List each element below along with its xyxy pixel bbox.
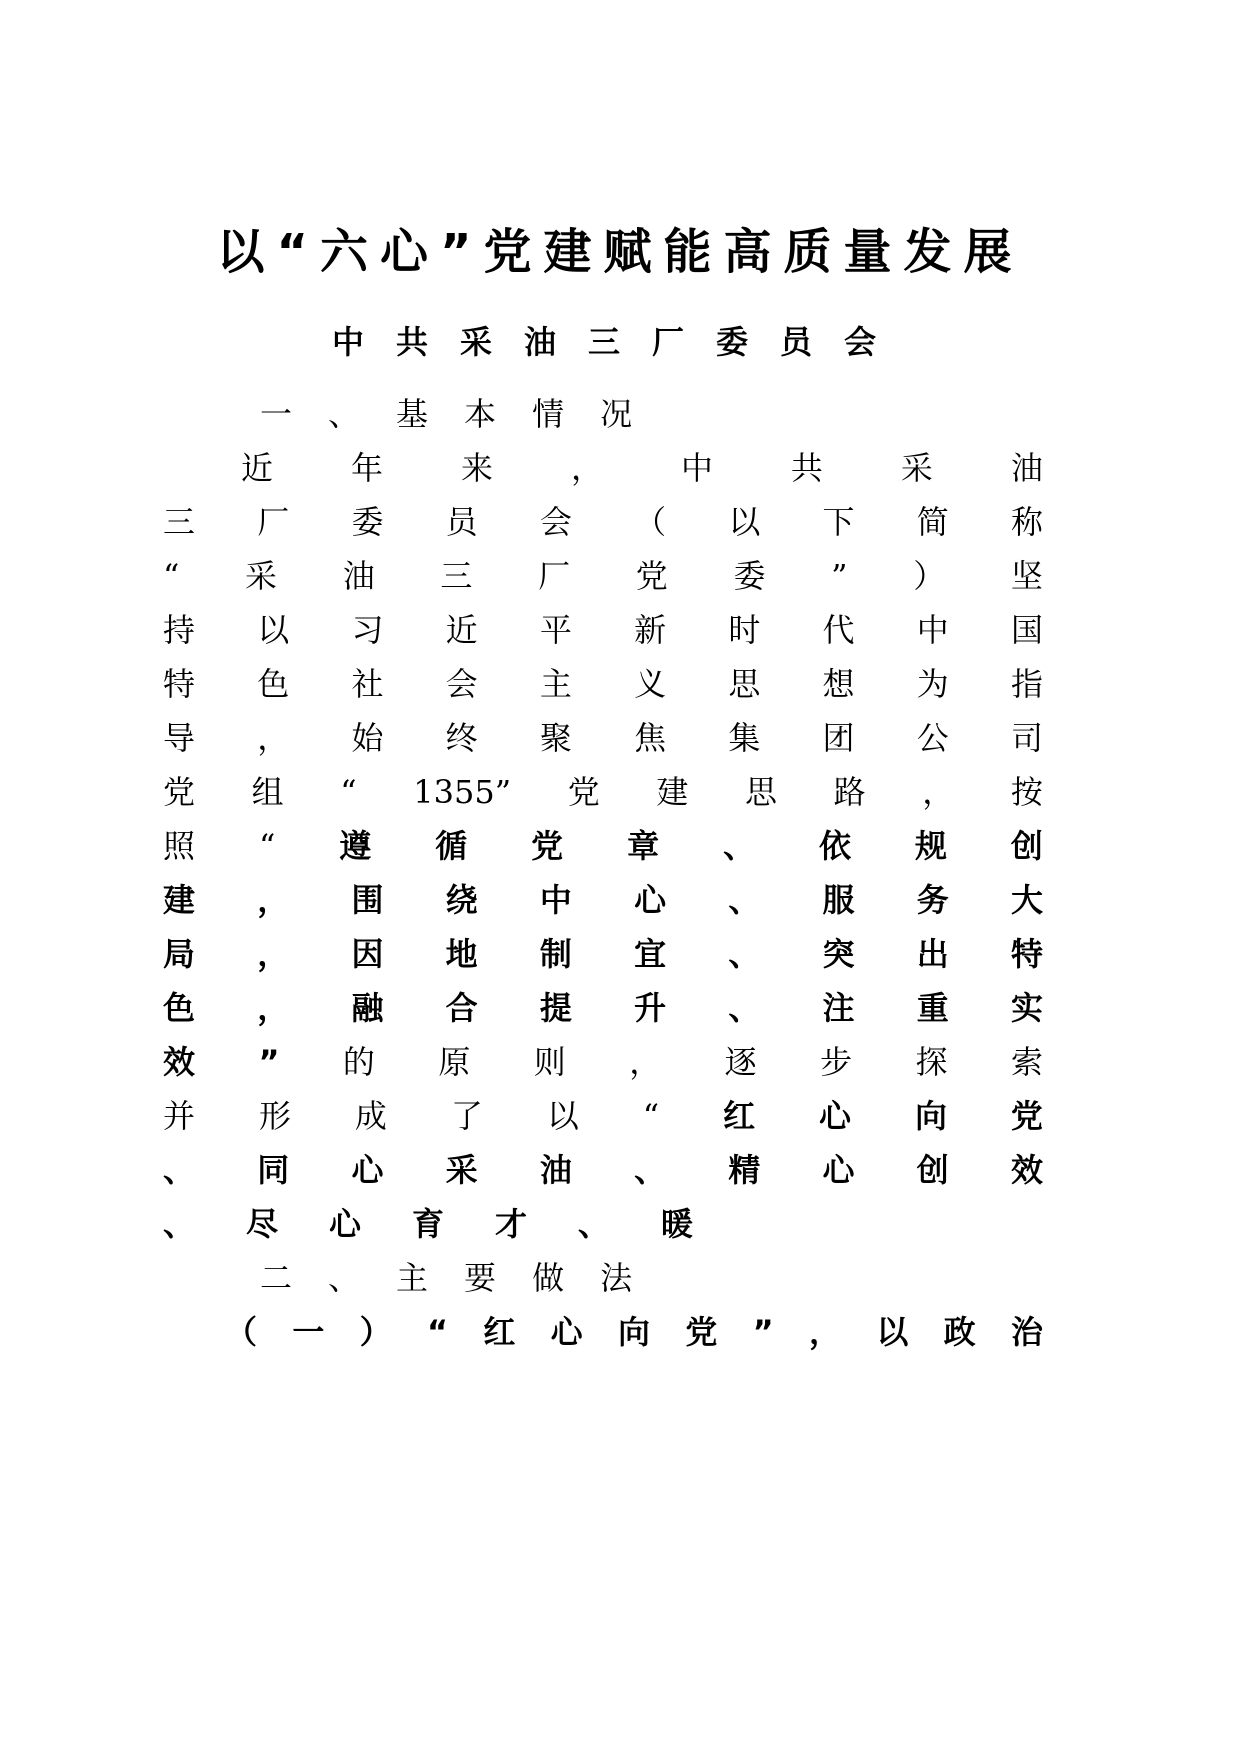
paragraph-line: 党 组 “ 1355” 党 建 思 路 ， 按 (163, 773, 1043, 811)
paragraph-line: 、 尽 心 育 才 、 暖 (163, 1205, 693, 1243)
paragraph-line: 建 ， 围 绕 中 心 、 服 务 大 (163, 881, 1043, 919)
section-heading-2: 二 、 主 要 做 法 (260, 1259, 633, 1297)
paragraph-line: “ 采 油 三 厂 党 委 ” ） 坚 (163, 557, 1043, 595)
paragraph-line: 三 厂 委 员 会 （ 以 下 简 称 (163, 503, 1043, 541)
paragraph-line: 效 ” 的 原 则 ， 逐 步 探 索 (163, 1043, 1043, 1081)
paragraph-line: 并 形 成 了 以 “ 红 心 向 党 (163, 1097, 1043, 1135)
paragraph-line: 、 同 心 采 油 、 精 心 创 效 (163, 1151, 1043, 1189)
document-author: 中共采油三厂委员会 (331, 323, 908, 361)
paragraph-line: 局 ， 因 地 制 宜 、 突 出 特 (163, 935, 1043, 973)
paragraph-line: 照 “ 遵 循 党 章 、 依 规 创 (163, 827, 1043, 865)
paragraph-line: 色 ， 融 合 提 升 、 注 重 实 (163, 989, 1043, 1027)
paragraph-line: 持 以 习 近 平 新 时 代 中 国 (163, 611, 1043, 649)
section-heading-1: 一 、 基 本 情 况 (260, 395, 633, 433)
paragraph-line: 近 年 来 ， 中 共 采 油 (241, 449, 1043, 487)
paragraph-line: 导 ， 始 终 聚 焦 集 团 公 司 (163, 719, 1043, 757)
paragraph-line: 特 色 社 会 主 义 思 想 为 指 (163, 665, 1043, 703)
document-title: 以“六心”党建赋能高质量发展 (216, 224, 1024, 280)
subsection-heading-1: （ 一 ） “ 红 心 向 党 ” ， 以 政 治 (225, 1313, 1043, 1351)
